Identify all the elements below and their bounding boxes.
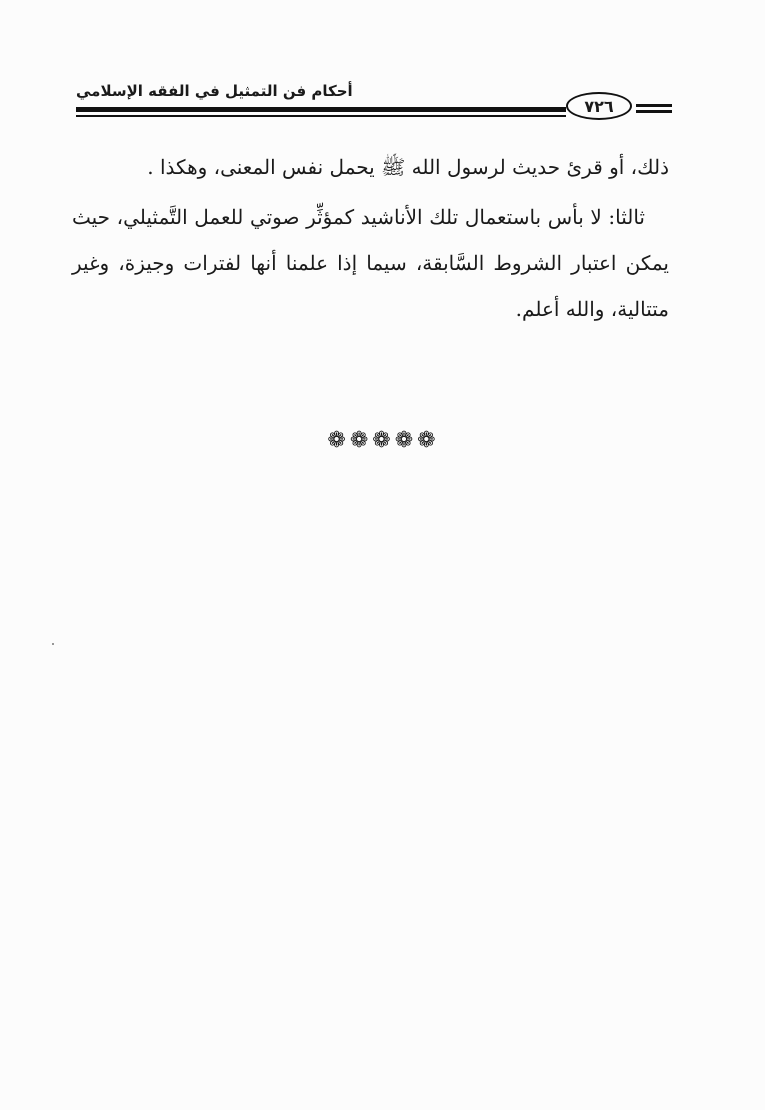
flower-icon: ❁ <box>327 428 348 453</box>
header-rule-thin <box>76 115 566 117</box>
header-dash <box>636 104 672 107</box>
flower-icon: ❁ <box>372 428 393 453</box>
flower-icon: ❁ <box>349 428 371 453</box>
header-dash <box>636 110 672 113</box>
section-ornament <box>0 428 765 453</box>
running-title: أحكام فن التمثيل في الفقه الإسلامي <box>76 82 353 100</box>
flower-icon: ❁ <box>394 428 416 453</box>
scan-speck <box>52 643 54 645</box>
flower-icon: ❁ <box>417 428 438 453</box>
body-text <box>72 144 669 332</box>
header-rule <box>76 107 566 112</box>
page-number: ٧٢٦ <box>566 92 632 120</box>
paragraph-2: ثالثا: لا بأس باستعمال تلك الأناشيد كمؤثِّر صوتي للعمل التَّمثيلي، حيث يمكن اعتبار الشروط السَّابقة، سيما إذا علمنا أنها لفترات وجيزة، وغير متتالية، والله أعلم. <box>72 205 669 321</box>
paragraph-1: ذلك، أو قرئ حديث لرسول الله ﷺ يحمل نفس المعنى، وهكذا . <box>147 155 669 179</box>
